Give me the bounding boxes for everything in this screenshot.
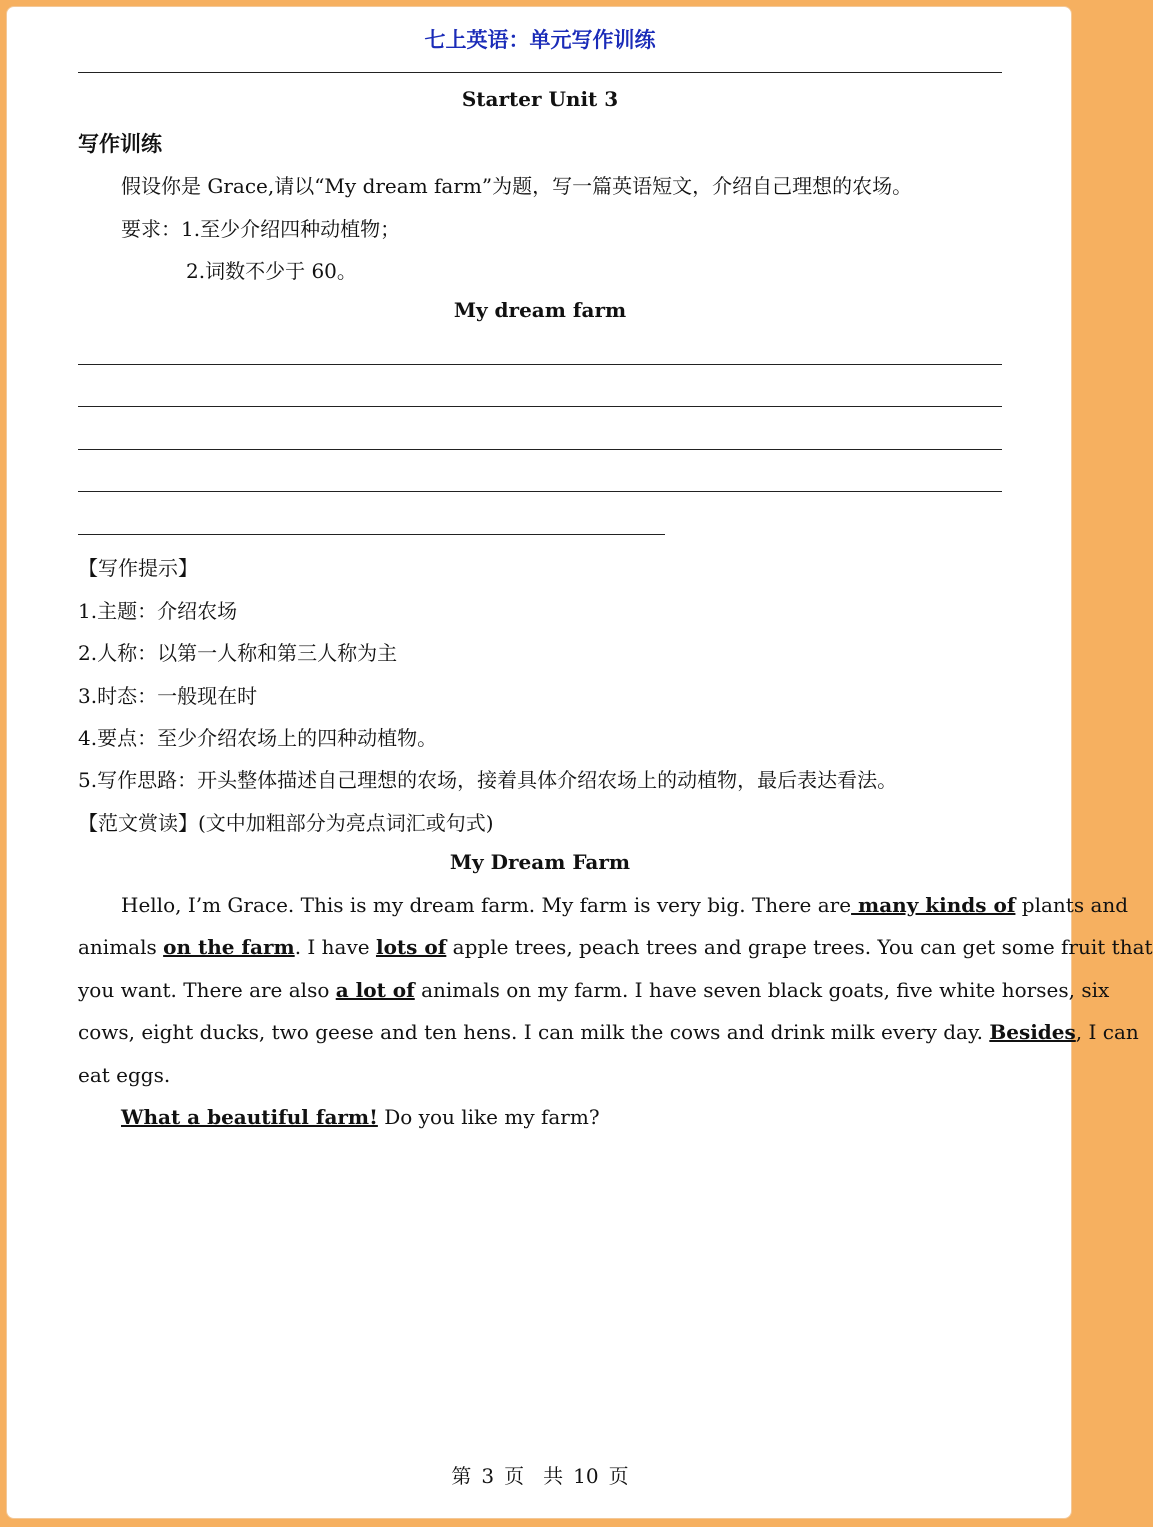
essay-text: you want. There are also bbox=[78, 978, 336, 1002]
essay-text: Hello, I’m Grace. This is my dream farm. My farm is very big. There are bbox=[121, 893, 852, 917]
essay-line bbox=[78, 1063, 1002, 1087]
unit-title: Starter Unit 3 bbox=[461, 87, 619, 111]
highlight-phrase: many kinds of bbox=[851, 893, 1016, 917]
section-heading: 写作训练 bbox=[78, 132, 162, 156]
essay-text: Do you like my farm? bbox=[377, 1105, 600, 1129]
highlight-phrase: on the farm bbox=[163, 935, 295, 959]
task-requirement-1: 要求：1.至少介绍四种动植物； bbox=[121, 217, 401, 241]
footer-word: 共 bbox=[543, 1464, 564, 1488]
essay-text: plants and bbox=[1015, 893, 1129, 917]
tip-item: 2.人称：以第一人称和第三人称为主 bbox=[78, 641, 398, 665]
header-rule bbox=[78, 72, 1002, 73]
essay-text: . I have bbox=[294, 935, 376, 959]
footer-word: 第 bbox=[451, 1464, 472, 1488]
writing-title: My dream farm bbox=[453, 298, 627, 322]
tip-item: 5.写作思路：开头整体描述自己理想的农场，接着具体介绍农场上的动植物，最后表达看法。 bbox=[78, 768, 898, 792]
page-number: 3 bbox=[481, 1464, 495, 1488]
model-heading: 【范文赏读】(文中加粗部分为亮点词汇或句式) bbox=[78, 811, 494, 835]
essay-text: animals bbox=[78, 935, 164, 959]
essay-line bbox=[78, 978, 1110, 1002]
total-pages: 10 bbox=[573, 1464, 599, 1488]
footer-word: 页 bbox=[504, 1464, 525, 1488]
header-title: 七上英语：单元写作训练 bbox=[424, 28, 656, 52]
tip-item: 3.时态：一般现在时 bbox=[78, 684, 258, 708]
tip-item: 1.主题：介绍农场 bbox=[78, 599, 238, 623]
writing-line[interactable] bbox=[78, 534, 665, 535]
writing-line[interactable] bbox=[78, 491, 1002, 492]
essay-text: animals on my farm. I have seven black goats, five white horses, six bbox=[414, 978, 1110, 1002]
essay-text: eat eggs. bbox=[78, 1063, 171, 1087]
writing-line[interactable] bbox=[78, 364, 1002, 365]
essay-text: cows, eight ducks, two geese and ten hens. I can milk the cows and drink milk every day. bbox=[78, 1020, 990, 1044]
essay-line bbox=[78, 893, 1129, 917]
essay-line bbox=[78, 935, 1153, 959]
highlight-phrase: Besides bbox=[989, 1020, 1076, 1044]
highlight-phrase: lots of bbox=[375, 935, 447, 959]
essay-line bbox=[78, 1105, 1002, 1129]
essay-line bbox=[78, 1020, 1139, 1044]
task-prompt: 假设你是 Grace,请以“My dream farm”为题，写一篇英语短文，介绍自己理想的农场。 bbox=[121, 174, 913, 198]
page-footer bbox=[0, 1460, 1080, 1489]
highlight-phrase: What a beautiful farm! bbox=[121, 1105, 378, 1129]
highlight-phrase: a lot of bbox=[335, 978, 415, 1002]
essay-text: apple trees, peach trees and grape trees. You can get some fruit that bbox=[446, 935, 1153, 959]
writing-line[interactable] bbox=[78, 406, 1002, 407]
model-title: My Dream Farm bbox=[449, 850, 631, 874]
writing-line[interactable] bbox=[78, 449, 1002, 450]
tips-heading: 【写作提示】 bbox=[78, 556, 198, 580]
tip-item: 4.要点：至少介绍农场上的四种动植物。 bbox=[78, 726, 438, 750]
task-requirement-2: 2.词数不少于 60。 bbox=[186, 259, 357, 283]
footer-word: 页 bbox=[608, 1464, 629, 1488]
essay-text: , I can bbox=[1075, 1020, 1139, 1044]
